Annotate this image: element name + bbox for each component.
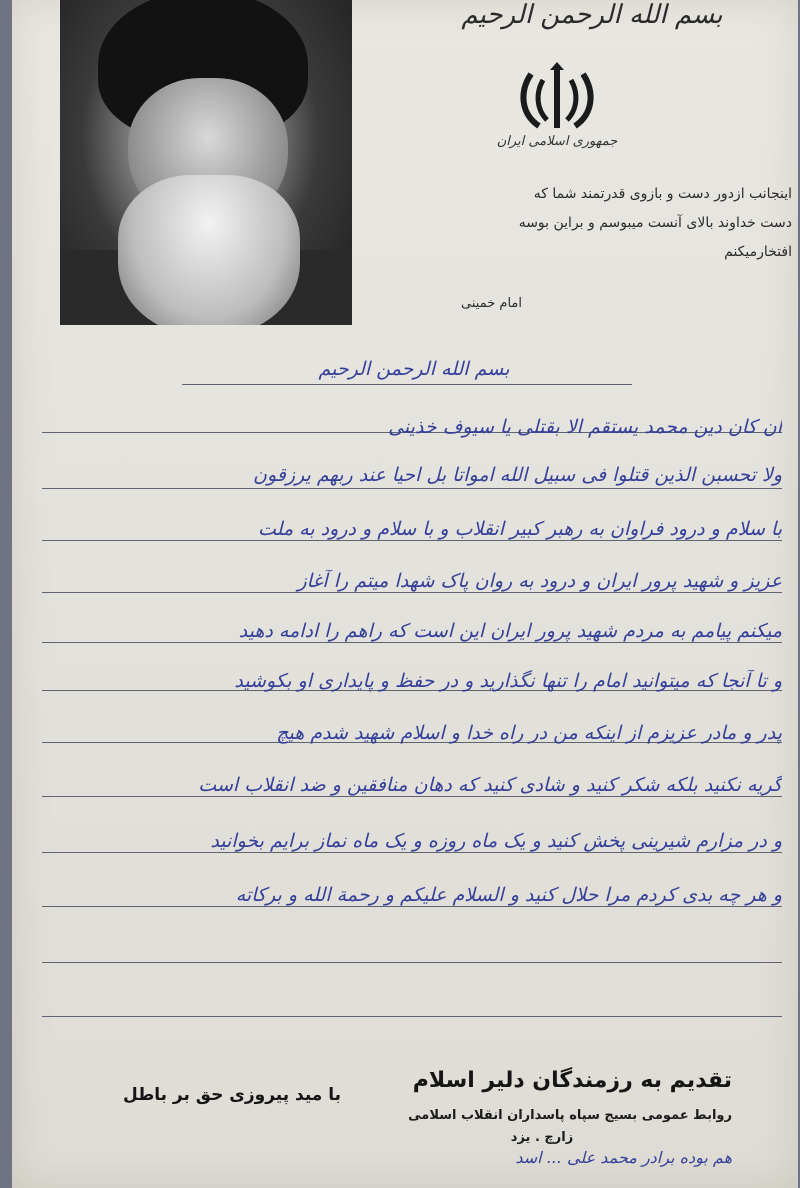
letter-line: پدر و مادر عزیزم از اینکه من در راه خدا و اسلام شهید شدم هیچ [276, 722, 782, 744]
ruled-line [182, 384, 632, 385]
letter-line: میکنم پیامم به مردم شهید پرور ایران این است که راهم را ادامه دهید [238, 620, 782, 642]
footer-subtitle: روابط عمومی بسیج سپاه پاسداران انقلاب اسلامی [408, 1108, 732, 1123]
letter-line: ان کان دین محمد یستقم الا بقتلی یا سیوف خذینی [388, 416, 782, 438]
letter-line: و هر چه بدی کردم مرا حلال کنید و السلام علیکم و رحمة الله و برکاته [235, 884, 782, 906]
ruled-line [42, 1016, 782, 1017]
ruled-line [42, 962, 782, 963]
ruled-line [42, 540, 782, 541]
ruled-line [42, 488, 782, 489]
quote-line: دست خداوند بالای آنست میبوسم و براین بوسه [518, 215, 792, 231]
emblem-icon [517, 62, 597, 132]
letter-sheet [12, 0, 798, 1188]
footer-slogan: با مید پیروزی حق بر باطل [123, 1085, 341, 1105]
footer-title: تقدیم به رزمندگان دلیر اسلام [412, 1068, 732, 1093]
letter-line: با سلام و درود فراوان به رهبر کبیر انقلاب و با سلام و درود به ملت [258, 518, 782, 540]
letter-line: گریه نکنید بلکه شکر کنید و شادی کنید که دهان منافقین و ضد انقلاب است [198, 774, 782, 796]
quote-line: اینجانب ازدور دست و بازوی قدرتمند شما که [533, 186, 792, 202]
ruled-line [42, 592, 782, 593]
footer-city: زارچ . یزد [510, 1130, 574, 1145]
ruled-line [42, 852, 782, 853]
portrait-beard [118, 175, 300, 325]
republic-caption: جمهوری اسلامی ایران [496, 134, 618, 149]
imam-quote [372, 180, 792, 267]
letter-line: ولا تحسبن الذین قتلوا فی سبیل الله امواتا بل احیا عند ربهم یرزقون [253, 464, 782, 486]
letter-title: بسم الله الرحمن الرحیم [318, 358, 510, 380]
ruled-line [42, 906, 782, 907]
ruled-line [42, 642, 782, 643]
quote-line: افتخارمیکنم [724, 244, 792, 260]
footer-handwritten-note: هم بوده برادر محمد علی ... اسد [515, 1148, 732, 1167]
header-bismillah: بسم الله الرحمن الرحیم [461, 0, 723, 30]
letter-line: عزیز و شهید پرور ایران و درود به روان پاک شهدا میتم را آغاز [297, 570, 782, 592]
letter-line: و در مزارم شیرینی پخش کنید و یک ماه روزه و یک ماه نماز برایم بخوانید [210, 830, 782, 852]
portrait-photo [60, 0, 352, 325]
ruled-line [42, 796, 782, 797]
letter-line: و تا آنجا که میتوانید امام را تنها نگذارید و در حفظ و پایداری او بکوشید [234, 670, 782, 692]
quote-author: امام خمینی [461, 296, 522, 311]
